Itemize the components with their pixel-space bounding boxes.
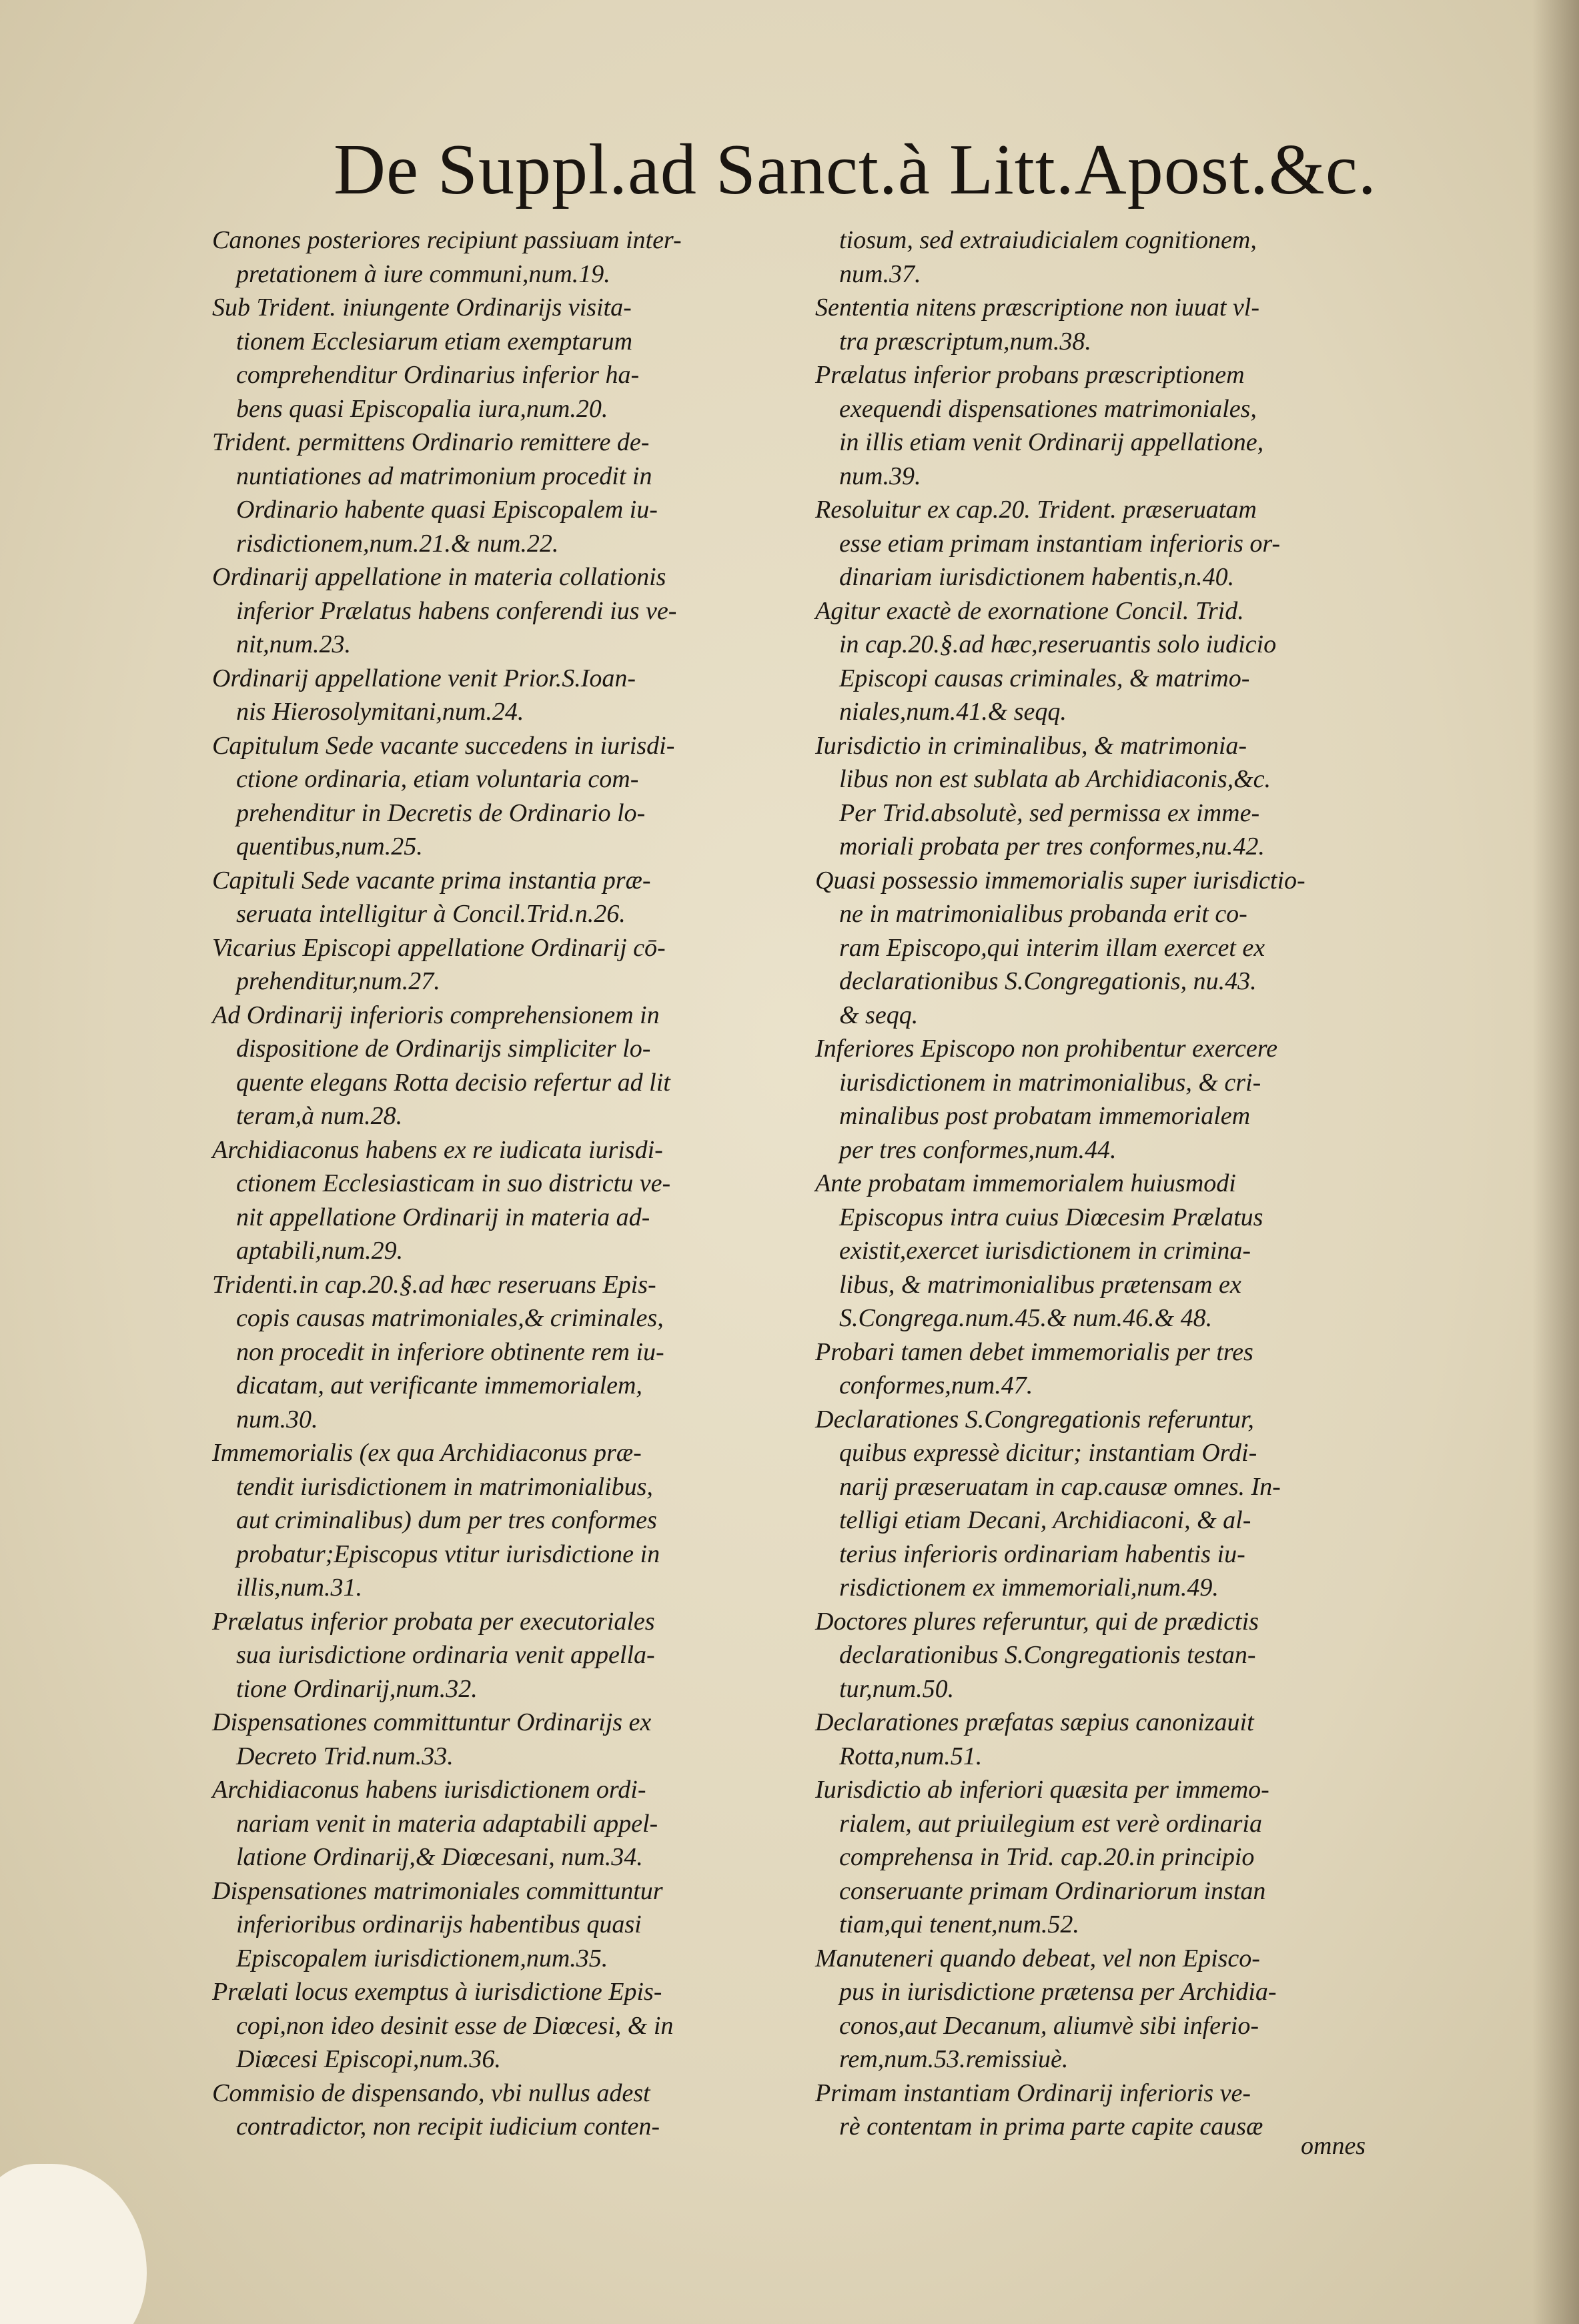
index-line: tendit iurisdictionem in matrimonialibus, — [236, 1472, 653, 1501]
index-line: Per Trid.absolutè, sed permissa ex imme- — [839, 798, 1260, 827]
index-line: dicatam, aut verificante immemorialem, — [236, 1371, 642, 1399]
index-line: Declarationes S.Congregationis referuntur, — [815, 1405, 1254, 1433]
index-line: copi,non ideo desinit esse de Diœcesi, & in — [236, 2011, 674, 2040]
index-line: Episcopalem iurisdictionem,num.35. — [236, 1944, 608, 1972]
index-line: quentibus,num.25. — [236, 832, 423, 860]
index-line: Iurisdictio ab inferiori quæsita per immemo- — [815, 1776, 1269, 1804]
index-line: nit appellatione Ordinarij in materia ad- — [236, 1203, 650, 1231]
index-line: exequendi dispensationes matrimoniales, — [839, 394, 1257, 423]
index-line: Doctores plures referuntur, qui de prædictis — [815, 1607, 1259, 1636]
index-line: minalibus post probatam immemorialem — [839, 1102, 1251, 1130]
index-line: rè contentam in prima parte capite causæ — [839, 2113, 1263, 2141]
index-line: dinariam iurisdictionem habentis,n.40. — [839, 563, 1235, 591]
index-line: Ordinario habente quasi Episcopalem iu- — [236, 496, 658, 524]
index-line: Episcopus intra cuius Diœcesim Prælatus — [839, 1203, 1263, 1231]
index-line: Trident. permittens Ordinario remittere de- — [212, 428, 650, 456]
index-line: seruata intelligitur à Concil.Trid.n.26. — [236, 900, 626, 928]
index-column-right — [815, 223, 1436, 2144]
index-line: Rotta,num.51. — [839, 1742, 983, 1770]
index-line: Immemorialis (ex qua Archidiaconus præ- — [212, 1439, 642, 1467]
index-line: libus, & matrimonialibus prætensam ex — [839, 1270, 1241, 1299]
index-line: risdictionem ex immemoriali,num.49. — [839, 1574, 1219, 1602]
index-line: per tres conformes,num.44. — [839, 1135, 1117, 1164]
index-line: existit,exercet iurisdictionem in crimina- — [839, 1237, 1251, 1265]
index-line: non procedit in inferiore obtinente rem iu- — [236, 1337, 664, 1366]
index-line: aut criminalibus) dum per tres conformes — [236, 1506, 657, 1534]
index-line: Tridenti.in cap.20.§.ad hæc reseruans Epis- — [212, 1270, 656, 1299]
index-line: Sub Trident. iniungente Ordinarijs visita- — [212, 294, 632, 322]
index-line: telligi etiam Decani, Archidiaconi, & al- — [839, 1506, 1251, 1534]
index-line: rialem, aut priuilegium est verè ordinaria — [839, 1809, 1262, 1838]
index-line: Prælatus inferior probata per executoriales — [212, 1607, 655, 1636]
index-line: conformes,num.47. — [839, 1371, 1033, 1399]
index-line: iurisdictionem in matrimonialibus, & cri- — [839, 1068, 1261, 1097]
index-line: narij præseruatam in cap.causæ omnes. In- — [839, 1472, 1281, 1501]
index-line: ctione ordinaria, etiam voluntaria com- — [236, 765, 639, 793]
index-line: Resoluitur ex cap.20. Trident. præseruatam — [815, 496, 1257, 524]
paper-damage — [0, 2164, 147, 2324]
index-line: Iurisdictio in criminalibus, & matrimonia- — [815, 731, 1247, 760]
index-line: esse etiam primam instantiam inferioris or- — [839, 529, 1281, 558]
index-line: risdictionem,num.21.& num.22. — [236, 529, 559, 558]
index-line: latione Ordinarij,& Diœcesani, num.34. — [236, 1843, 643, 1871]
index-line: S.Congrega.num.45.& num.46.& 48. — [839, 1304, 1213, 1332]
index-line: nit,num.23. — [236, 630, 352, 658]
page-edge-shadow — [1532, 0, 1579, 2324]
index-line: tur,num.50. — [839, 1674, 955, 1703]
index-line: inferior Prælatus habens conferendi ius ve- — [236, 596, 677, 625]
index-line: teram,à num.28. — [236, 1102, 403, 1130]
index-line: ne in matrimonialibus probanda erit co- — [839, 900, 1247, 928]
index-line: pretationem à iure communi,num.19. — [236, 259, 610, 288]
index-line: nariam venit in materia adaptabili appel- — [236, 1809, 658, 1838]
index-line: quente elegans Rotta decisio refertur ad lit — [236, 1068, 670, 1097]
index-line: ram Episcopo,qui interim illam exercet ex — [839, 933, 1265, 962]
index-line: Vicarius Episcopi appellatione Ordinarij cō- — [212, 933, 666, 962]
index-line: Declarationes præfatas sæpius canonizauit — [815, 1708, 1254, 1736]
index-line: Ordinarij appellatione venit Prior.S.Ioan- — [212, 664, 636, 692]
index-line: sua iurisdictione ordinaria venit appella- — [236, 1641, 655, 1669]
index-line: tiam,qui tenent,num.52. — [839, 1910, 1079, 1938]
index-line: conos,aut Decanum, aliumvè sibi inferio- — [839, 2011, 1259, 2040]
index-line: Ad Ordinarij inferioris comprehensionem in — [212, 1001, 660, 1029]
index-line: comprehensa in Trid. cap.20.in principio — [839, 1843, 1255, 1871]
index-line: Prælati locus exemptus à iurisdictione Epis- — [212, 1978, 662, 2006]
index-line: tiosum, sed extraiudicialem cognitionem, — [839, 226, 1257, 254]
index-line: niales,num.41.& seqq. — [839, 698, 1067, 726]
index-line: num.37. — [839, 259, 921, 288]
index-line: declarationibus S.Congregationis testan- — [839, 1641, 1256, 1669]
catchword: omnes — [1301, 2132, 1366, 2160]
index-line: contradictor, non recipit iudicium conten- — [236, 2113, 660, 2141]
index-line: num.30. — [236, 1405, 318, 1433]
index-line: Inferiores Episcopo non prohibentur exercere — [815, 1035, 1277, 1063]
index-column-left — [212, 223, 813, 2144]
index-line: num.39. — [839, 462, 921, 490]
index-line: Prælatus inferior probans præscriptionem — [815, 361, 1245, 389]
index-line: pus in iurisdictione prætensa per Archidia- — [839, 1978, 1277, 2006]
index-line: tra præscriptum,num.38. — [839, 327, 1091, 356]
index-line: Archidiaconus habens iurisdictionem ordi- — [212, 1776, 646, 1804]
index-line: moriali probata per tres conformes,nu.42. — [839, 832, 1265, 860]
index-line: Decreto Trid.num.33. — [236, 1742, 454, 1770]
index-line: prehenditur,num.27. — [236, 967, 440, 995]
index-line: dispositione de Ordinarijs simpliciter lo- — [236, 1035, 651, 1063]
index-line: Sententia nitens præscriptione non iuuat vl- — [815, 294, 1259, 322]
index-line: Dispensationes matrimoniales committuntur — [212, 1876, 663, 1905]
index-line: Probari tamen debet immemorialis per tres — [815, 1337, 1253, 1366]
index-line: in cap.20.§.ad hæc,reseruantis solo iudicio — [839, 630, 1277, 658]
index-line: Agitur exactè de exornatione Concil. Trid. — [815, 596, 1244, 625]
index-line: conseruante primam Ordinariorum instan — [839, 1876, 1266, 1905]
index-line: Ante probatam immemorialem huiusmodi — [815, 1169, 1236, 1197]
index-line: inferioribus ordinarijs habentibus quasi — [236, 1910, 642, 1938]
index-line: in illis etiam venit Ordinarij appellatione, — [839, 428, 1264, 456]
index-line: & seqq. — [839, 1001, 919, 1029]
index-line: illis,num.31. — [236, 1574, 362, 1602]
index-line: Capituli Sede vacante prima instantia præ- — [212, 866, 651, 895]
index-line: Ordinarij appellatione in materia collationis — [212, 563, 666, 591]
index-line: Archidiaconus habens ex re iudicata iurisdi- — [212, 1135, 663, 1164]
index-line: Primam instantiam Ordinarij inferioris ve- — [815, 2079, 1251, 2107]
index-line: terius inferioris ordinariam habentis iu- — [839, 1540, 1245, 1568]
running-header: De Suppl.ad Sanct.à Litt.Apost.&c. — [334, 130, 1377, 209]
index-line: copis causas matrimoniales,& criminales, — [236, 1304, 664, 1332]
index-line: Commisio de dispensando, vbi nullus adest — [212, 2079, 650, 2107]
index-line: aptabili,num.29. — [236, 1237, 404, 1265]
index-line: nis Hierosolymitani,num.24. — [236, 698, 524, 726]
index-line: rem,num.53.remissiuè. — [839, 2045, 1069, 2073]
index-line: bens quasi Episcopalia iura,num.20. — [236, 394, 608, 423]
index-line: quibus expressè dicitur; instantiam Ordi- — [839, 1439, 1257, 1467]
index-line: tione Ordinarij,num.32. — [236, 1674, 478, 1703]
index-line: tionem Ecclesiarum etiam exemptarum — [236, 327, 633, 356]
index-line: probatur;Episcopus vtitur iurisdictione in — [236, 1540, 660, 1568]
index-line: prehenditur in Decretis de Ordinario lo- — [236, 798, 646, 827]
index-line: Diœcesi Episcopi,num.36. — [236, 2045, 501, 2073]
index-line: Quasi possessio immemorialis super iurisdictio- — [815, 866, 1305, 895]
index-line: Manuteneri quando debeat, vel non Episco- — [815, 1944, 1260, 1972]
index-line: Dispensationes committuntur Ordinarijs ex — [212, 1708, 652, 1736]
index-line: nuntiationes ad matrimonium procedit in — [236, 462, 652, 490]
index-line: libus non est sublata ab Archidiaconis,&c. — [839, 765, 1271, 793]
index-line: Episcopi causas criminales, & matrimo- — [839, 664, 1250, 692]
index-line: Canones posteriores recipiunt passiuam inter- — [212, 226, 682, 254]
index-line: ctionem Ecclesiasticam in suo districtu ve- — [236, 1169, 671, 1197]
index-line: comprehenditur Ordinarius inferior ha- — [236, 361, 640, 389]
index-line: declarationibus S.Congregationis, nu.43. — [839, 967, 1257, 995]
index-line: Capitulum Sede vacante succedens in iurisdi- — [212, 731, 675, 760]
